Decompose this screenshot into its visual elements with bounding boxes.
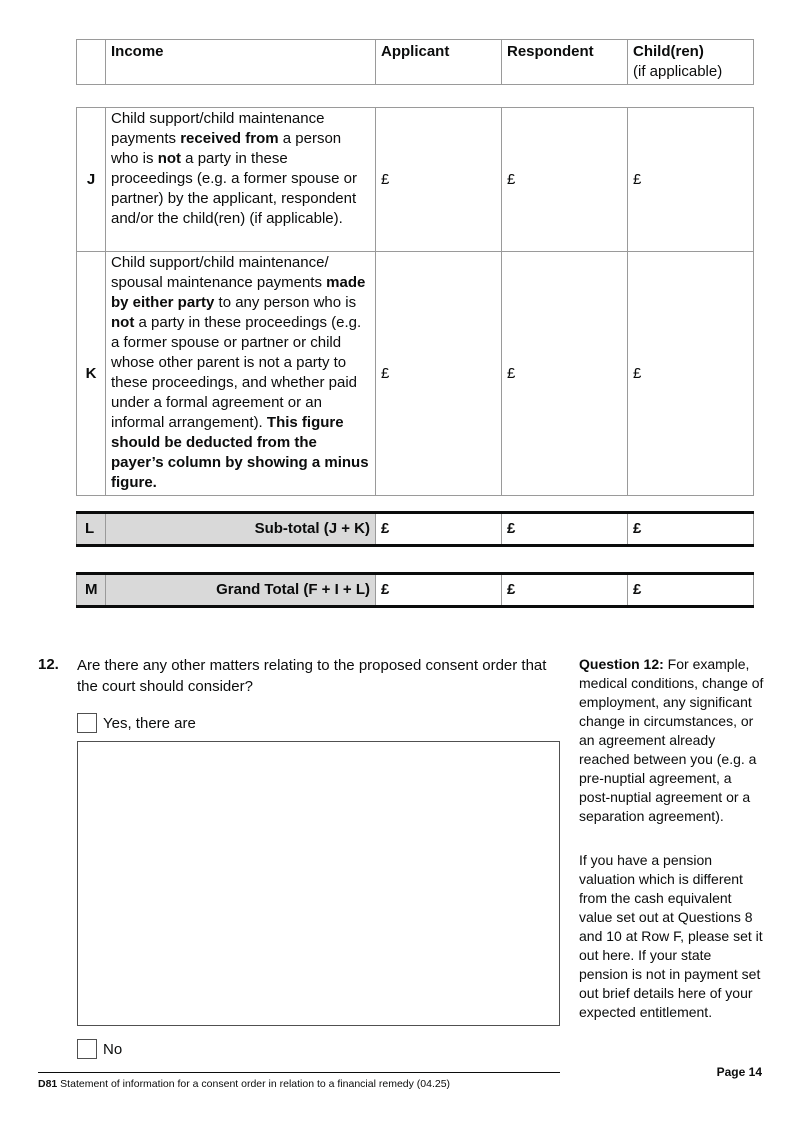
guidance-note-1: Question 12: For example, medical conditions, change of employment, any significant change in circumstances, or an agreement already reached between you (e.g. a pre-nuptial agreement, a post-nuptial agreement or a separation agreement). (579, 656, 764, 824)
guidance-title: Question 12: (579, 656, 664, 672)
header-blank-cell (77, 40, 106, 85)
grand-total-row (77, 574, 754, 607)
grand-total-label: Grand Total (F + I + L) (106, 574, 376, 607)
income-header-table (76, 39, 754, 85)
row-letter: L (77, 513, 106, 546)
subtotal-children-field[interactable]: £ (628, 513, 754, 546)
no-checkbox[interactable] (77, 1039, 97, 1059)
subtotal-applicant-field[interactable]: £ (376, 513, 502, 546)
form-code: D81 (38, 1078, 58, 1090)
children-amount-field[interactable]: £ (628, 252, 754, 496)
table-row-j (77, 108, 754, 252)
row-letter: J (77, 108, 106, 252)
respondent-amount-field[interactable]: £ (502, 108, 628, 252)
respondent-amount-field[interactable]: £ (502, 252, 628, 496)
other-matters-textarea[interactable] (77, 741, 560, 1026)
footer-form-title: D81 Statement of information for a consent order in relation to a financial remedy (04.25) (38, 1078, 451, 1090)
subtotal-respondent-field[interactable]: £ (502, 513, 628, 546)
row-letter: M (77, 574, 106, 607)
header-applicant: Applicant (376, 40, 502, 85)
grand-total-children-field[interactable]: £ (628, 574, 754, 607)
grand-total-applicant-field[interactable]: £ (376, 574, 502, 607)
income-rows-table (76, 107, 754, 496)
header-children (628, 40, 754, 85)
page-number: Page 14 (716, 1065, 762, 1079)
yes-checkbox-label: Yes, there are (103, 715, 196, 732)
applicant-amount-field[interactable]: £ (376, 108, 502, 252)
guidance-note-2: If you have a pension valuation which is different from the cash equivalent value set out at Questions 8 and 10 at Row F, please set it out here. If your state pension is not in payment set out brief details here of your expected entitlement. (579, 852, 763, 1020)
header-respondent: Respondent (502, 40, 628, 85)
children-amount-field[interactable]: £ (628, 108, 754, 252)
row-letter: K (77, 252, 106, 496)
grand-total-table (76, 572, 754, 608)
subtotal-table (76, 511, 754, 547)
header-children-note: (if applicable) (633, 63, 723, 80)
footer-divider (38, 1072, 560, 1073)
header-children-label: Child(ren) (633, 43, 704, 60)
row-description: Child support/child maintenance/ spousal maintenance payments made by either party to any person who is not a party in these proceedings (e.g. a former spouse or partner or child whose other parent is not a party to these proceedings, and whether paid under a formal agreement or an informal arrangement). This figure should be deducted from the payer’s column by showing a minus figure. (106, 252, 376, 496)
question-number: 12. (38, 656, 59, 673)
no-checkbox-label: No (103, 1041, 123, 1058)
table-row-k (77, 252, 754, 496)
yes-checkbox[interactable] (77, 713, 97, 733)
row-description: Child support/child maintenance payments received from a person who is not a party in these proceedings (e.g. a former spouse or partner) by the applicant, respondent and/or the child(ren) (if applicable). (106, 108, 376, 252)
header-income: Income (106, 40, 376, 85)
subtotal-row (77, 513, 754, 546)
subtotal-label: Sub-total (J + K) (106, 513, 376, 546)
applicant-amount-field[interactable]: £ (376, 252, 502, 496)
grand-total-respondent-field[interactable]: £ (502, 574, 628, 607)
question-text: Are there any other matters relating to the proposed consent order that the court should consider? (77, 657, 547, 695)
